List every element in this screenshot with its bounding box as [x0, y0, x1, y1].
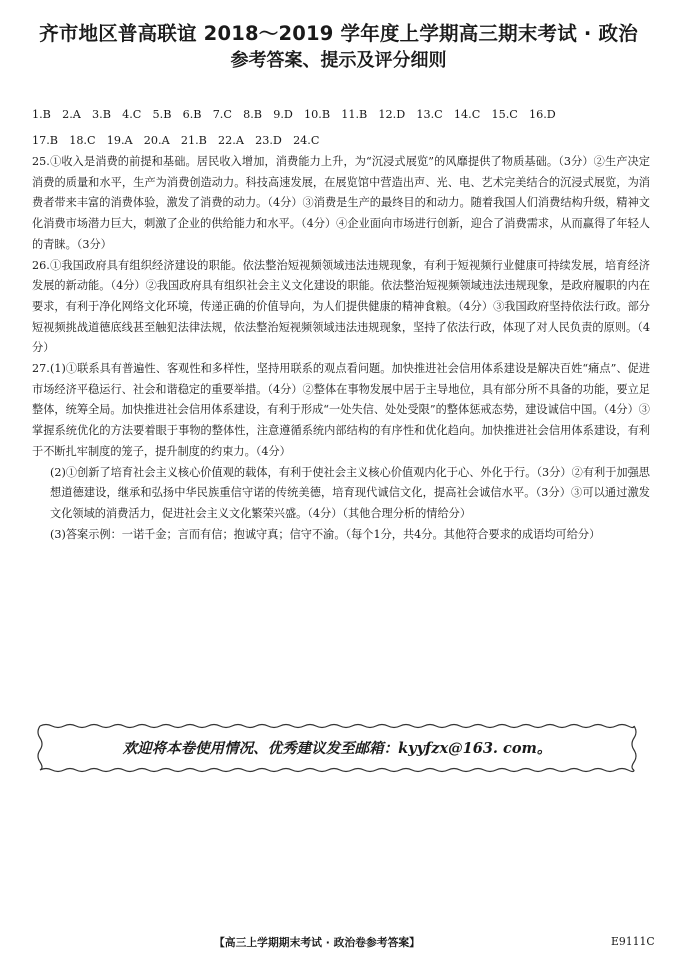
- question-27-part-3: (3)答案示例：一诺千金；言而有信；抱诚守真；信守不渝。（每个1分，共4分。其他符合要求的成语均可给分）: [50, 527, 601, 541]
- question-number: 25.: [32, 155, 50, 168]
- choice-answers-row-1: 1.B 2.A 3.B 4.C 5.B 6.B 7.C 8.B 9.D 10.B 11.B 12.D 13.C 14.C 15.C 16.D: [32, 108, 556, 121]
- question-25-text: ①收入是消费的前提和基础。居民收入增加，消费能力上升，为“沉浸式展览”的风靡提供了物质基础。（3分）②生产决定消费的质量和水平，生产为消费创造动力。科技高速发展，在展览馆中营造出声、光、电、艺术完美结合的沉浸式展览，为消费者带来丰富的消费体验，激发了消费的动力。（4分）③消费是生产的最终目的和动力。随着我国人们消费结构升级，精神文化消费市场潜力巨大，刺激了企业的供给能力和水平。（4分）④企业面向市场进行创新，迎合了消费需求，从而赢得了年轻人的青睐。（3分）: [32, 155, 650, 251]
- question-26: [32, 256, 650, 360]
- question-number: 26.: [32, 258, 50, 272]
- footer-title: 【高三上学期期末考试 · 政治卷参考答案】: [214, 936, 420, 949]
- page-title: 齐市地区普高联谊 2018～2019 学年度上学期高三期末考试 · 政治: [39, 22, 638, 45]
- question-25: [32, 152, 650, 256]
- question-number: 27.: [32, 362, 50, 376]
- footer-code: E9111C: [611, 935, 655, 948]
- question-27-part-2: (2)①创新了培育社会主义核心价值观的载体，有利于使社会主义核心价值观内化于心、外化于行。（3分）②有利于加强思想道德建设，继承和弘扬中华民族重信守诺的传统美德，培育现代诚信文化，提高社会诚信水平。（3分）③可以通过激发文化领域的消费活力，促进社会主义文化繁荣兴盛。（4分）（其他合理分析的情给分）: [50, 465, 650, 520]
- essay-answers: [32, 152, 650, 545]
- feedback-banner: [34, 722, 640, 774]
- question-27: [32, 359, 650, 463]
- question-27-continued: [32, 463, 650, 546]
- feedback-email-text: 欢迎将本卷使用情况、优秀建议发至邮箱：kyyfzx@163. com。: [122, 740, 552, 757]
- question-26-text: ①我国政府具有组织经济建设的职能。依法整治短视频领域违法违规现象，有利于短视频行业健康可持续发展，培育经济发展的新动能。（4分）②我国政府具有组织社会主义文化建设的职能。依法整治短视频领域违法违规现象，是政府履职的内在要求，有利于净化网络文化环境，传递正确的价值导向，为人们提供健康的精神食粮。（4分）③我国政府坚持依法行政。部分短视频挑战道德底线甚至触犯法律法规，依法整治短视频领域违法违规现象，坚持了依法行政，体现了对人民负责的原则。（4分）: [32, 258, 650, 355]
- page-subtitle: 参考答案、提示及评分细则: [230, 50, 447, 71]
- choice-answers-row-2: 17.B 18.C 19.A 20.A 21.B 22.A 23.D 24.C: [32, 134, 320, 147]
- question-27-part-1: (1)①联系具有普遍性、客观性和多样性，坚持用联系的观点看问题。加快推进社会信用体系建设是解决百姓“痛点”、促进市场经济平稳运行、社会和谐稳定的重要举措。（4分）②整体在事物发展中居于主导地位，具有部分所不具备的功能，要立足整体，统筹全局。加快推进社会信用体系建设，有利于形成“一处失信、处处受限”的整体惩戒态势，建设诚信中国。（4分）③掌握系统优化的方法要着眼于事物的整体性，注意遵循系统内部结构的有序性和优化趋向。加快推进社会信用体系建设，有利于不断扎牢制度的笼子，提升制度的约束力。（4分）: [32, 362, 650, 458]
